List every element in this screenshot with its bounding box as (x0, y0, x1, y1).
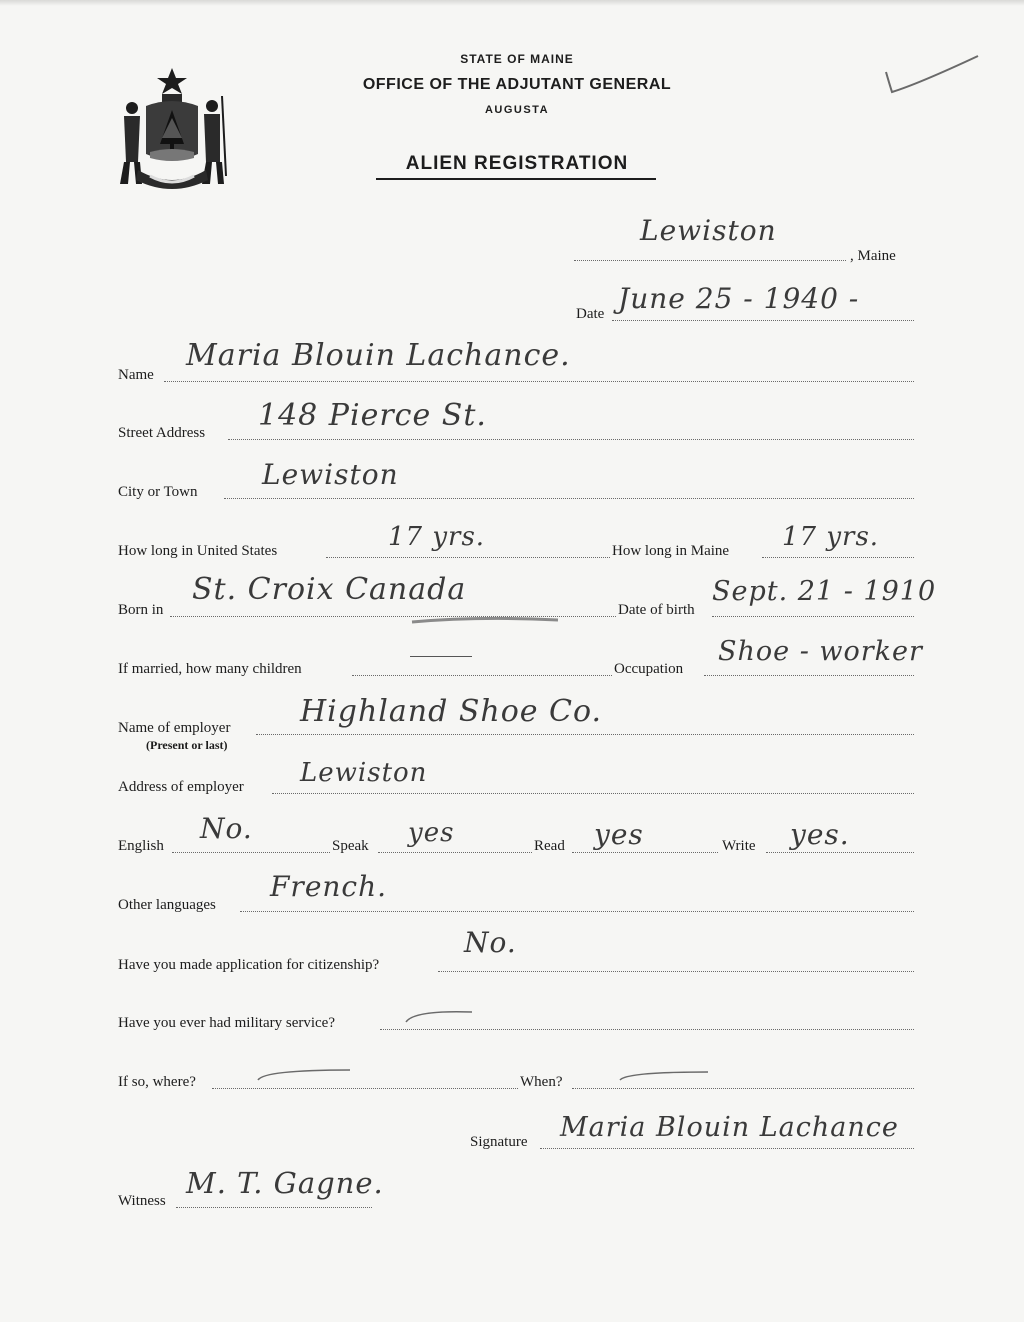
dob-entry: Sept. 21 - 1910 (712, 576, 937, 607)
employer-note: (Present or last) (146, 738, 228, 752)
read-entry: yes (594, 818, 644, 851)
city-label: City or Town (118, 484, 198, 500)
occupation-label: Occupation (614, 661, 684, 677)
how-long-maine-line (762, 557, 914, 558)
where-label: If so, where? (118, 1074, 196, 1090)
name-label: Name (118, 367, 154, 383)
employer-label: Name of employer (118, 720, 231, 736)
name-line (164, 381, 914, 382)
citizenship-line (438, 971, 914, 972)
place-entry: Lewiston (640, 214, 777, 247)
where-dash (256, 1066, 352, 1082)
street-entry: 148 Pierce St. (258, 398, 487, 433)
where-line (212, 1088, 518, 1089)
pencil-underline (410, 614, 560, 628)
title-underline (376, 178, 656, 180)
date-entry: June 25 - 1940 - (618, 282, 860, 315)
married-line (352, 675, 612, 676)
office-heading: OFFICE OF THE ADJUTANT GENERAL (362, 76, 672, 93)
speak-label: Speak (332, 838, 369, 854)
how-long-maine-label: How long in Maine (612, 543, 730, 559)
employer-address-entry: Lewiston (300, 758, 428, 788)
speak-line (378, 852, 532, 853)
write-entry: yes. (790, 818, 850, 851)
city-heading: AUGUSTA (484, 104, 550, 116)
employer-address-line (272, 793, 914, 794)
witness-entry: M. T. Gagne. (186, 1166, 384, 1200)
english-label: English (118, 838, 164, 854)
children-dash (410, 656, 472, 657)
other-languages-entry: French. (270, 870, 388, 903)
employer-entry: Highland Shoe Co. (300, 694, 603, 729)
how-long-us-label: How long in United States (118, 543, 278, 559)
military-dash (404, 1006, 474, 1024)
place-suffix: , Maine (850, 248, 896, 264)
military-line (380, 1029, 914, 1030)
street-line (228, 439, 914, 440)
employer-line (256, 734, 914, 735)
signature-entry: Maria Blouin Lachance (560, 1112, 899, 1143)
how-long-maine-entry: 17 yrs. (782, 522, 880, 552)
occupation-line (704, 675, 914, 676)
other-languages-label: Other languages (118, 897, 216, 913)
english-line (172, 852, 330, 853)
born-in-label: Born in (118, 602, 164, 618)
write-line (766, 852, 914, 853)
name-entry: Maria Blouin Lachance. (186, 338, 571, 373)
checkmark-icon (878, 44, 988, 104)
city-line (224, 498, 914, 499)
dob-line (712, 616, 914, 617)
how-long-us-entry: 17 yrs. (388, 522, 486, 552)
born-in-entry: St. Croix Canada (192, 572, 467, 607)
when-line (572, 1088, 914, 1089)
signature-line (540, 1148, 914, 1149)
street-label: Street Address (118, 425, 206, 441)
form-title: ALIEN REGISTRATION (405, 153, 629, 174)
signature-label: Signature (470, 1134, 528, 1150)
dob-label: Date of birth (618, 602, 695, 618)
witness-label: Witness (118, 1193, 166, 1209)
read-line (572, 852, 718, 853)
speak-entry: yes (408, 818, 455, 848)
read-label: Read (534, 838, 565, 854)
city-entry: Lewiston (262, 458, 399, 491)
write-label: Write (722, 838, 756, 854)
when-label: When? (520, 1074, 563, 1090)
employer-address-label: Address of employer (118, 779, 244, 795)
occupation-entry: Shoe - worker (718, 636, 923, 667)
state-heading: STATE OF MAINE (460, 52, 574, 66)
date-label: Date (576, 306, 605, 322)
citizenship-label: Have you made application for citizenship? (118, 957, 380, 973)
date-line (612, 320, 914, 321)
place-line (574, 260, 846, 261)
citizenship-entry: No. (464, 926, 517, 959)
military-label: Have you ever had military service? (118, 1015, 335, 1031)
married-label: If married, how many children (118, 661, 302, 677)
how-long-us-line (326, 557, 610, 558)
witness-line (176, 1207, 372, 1208)
when-dash (618, 1068, 710, 1082)
top-edge-shadow (0, 0, 1024, 6)
english-entry: No. (200, 812, 253, 845)
other-languages-line (240, 911, 914, 912)
